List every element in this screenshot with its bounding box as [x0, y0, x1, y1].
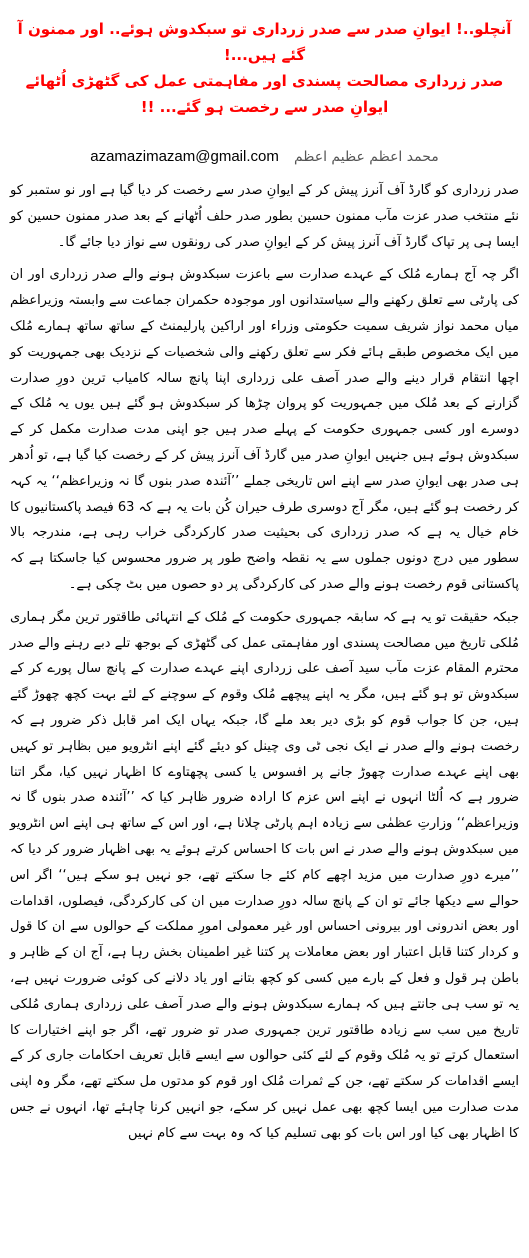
author-name: محمد اعظم عظیم اعظم	[293, 149, 439, 165]
author-email: azamazimazam@gmail.com	[90, 148, 279, 165]
article-body	[0, 178, 529, 1146]
headline-line-1: آنچلو..! ایوانِ صدر سے صدر زرداری تو سبکدوش ہوئے.. اور ممنون آ گئے ہیں...!	[17, 20, 512, 64]
paragraph: صدر زرداری کو گارڈ آف آنرز پیش کر کے ایوانِ صدر سے رخصت کر دیا گیا ہے اور نو ستمبر کو نئے منتخب صدر عزت مآب ممنون حسین بطور صدر حلف اُٹھانے کے بعد صدر ممنون حسین کو ایسا ہی پر تپاک گارڈ آف آنرز پیش کر کے ایوانِ صدر کی رونقوں سے نواز دیا جائے گا۔	[10, 183, 519, 250]
paragraph: جبکہ حقیقت تو یہ ہے کہ سابقہ جمہوری حکومت کے مُلک کے انتہائی طاقتور ترین مگر ہماری مُلکی تاریخ میں مصالحت پسندی اور مفاہمتی عمل کی گٹھڑی کے بوجھ تلے دبے رہنے والے صدر محترم المقام عزت مآب سید آصف علی زرداری اپنے عہدے صدارت کے پانچ سال پورے کر کے سبکدوش تو ہو گئے ہیں، مگر یہ اپنے پیچھے مُلک وقوم کے سوچنے کے لئے بہت کچھ چھوڑ گئے ہیں، جن کا جواب قوم کو بڑی دیر بعد ملے گا، جبکہ یہاں ایک امر قابل ذکر ضرور ہے کہ رخصت ہونے والے صدر نے ایک نجی ٹی وی چینل کو دیئے گئے اپنے انٹرویو میں بظاہر تو کہیں بھی اپنے عہدے صدارت چھوڑ جانے پر افسوس یا کسی پچھتاوے کا اظہار نہیں کیا، مگر اتنا ضرور ہے کہ اُلٹا انہوں نے اپنے اس عزم کا ارادہ ضرور ظاہر کیا کہ ’’آئندہ صدر بنوں گا نہ وزیراعظم‘‘ وزارتِ عظمٰی سے زیادہ اہم پارٹی چلانا ہے، اور اس کے ساتھ ہی اپنے اس انٹرویو میں سبکدوش ہونے والے صدر نے اس بات کا احساس کرتے ہوئے یہ بھی اظہار ضرور کر دیا کہ ’’میرے دورِ صدارت میں مزید اچھے کام کئے جا سکتے تھے، جو نہیں ہو سکے ہیں‘‘ اگر اس حوالے سے دیکھا جائے تو ان کے پانچ سالہ دورِ صدارت میں ان کی کارکردگی، فیصلوں، اقدامات اور بعض اندرونی اور بیرونی احساس اور غیر معمولی امورِ مملکت کے حوالوں سے ان کا قول و کردار کتنا قابل اعتبار اور بعض معاملات پر کتنا غیر اطمینان بخش رہا ہے، آج ان کے ظاہر و باطن ہر قول و فعل کے بارے میں کسی کو کچھ بتانے اور یاد دلانے کی کوئی ضرورت نہیں ہے، یہ تو سب ہی جانتے ہیں کہ ہمارے سبکدوش ہونے والے صدر آصف علی زرداری ہماری مُلکی تاریخ میں سب سے زیادہ طاقتور ترین جمہوری صدر تو ضرور تھے، اگر جو اپنے اختیارات کا استعمال کرتے تو یہ مُلک وقوم کے لئے کئی حوالوں سے ایسے قابل تعریف احکامات جاری کر کے ایسے اقدامات کر سکتے تھے، جن کے ثمرات مُلک اور قوم کو مدتوں مل سکتے تھے، مگر وہ اپنی مدت صدارت میں ایسا کچھ بھی عمل نہیں کر سکے، جو انہیں کرنا چاہئے تھا، انہوں نے جس کا اظہار بھی کیا اور اس بات کو بھی تسلیم کیا کہ وہ بہت سے کام نہیں	[10, 609, 519, 1141]
headline-line-2: صدر زرداری مصالحت پسندی اور مفاہمتی عمل کی گٹھڑی اُٹھائے ایوانِ صدر سے رخصت ہو گئے... !!	[25, 72, 504, 116]
byline	[0, 146, 529, 168]
headline	[0, 0, 529, 120]
paragraph: اگر چہ آج ہمارے مُلک کے عہدے صدارت سے باعزت سبکدوش ہونے والے صدر زرداری اور ان کی پارٹی سے تعلق رکھنے والے سیاستدانوں اور موجودہ حکمران جماعت سے وابستہ وزیراعظم میاں محمد نواز شریف سمیت حکومتی وزراء اور اراکین پارلیمنٹ کے ساتھ ساتھ ہمارے مُلک میں ایک مخصوص طبقے ہائے فکر سے تعلق رکھنے والی شخصیات کے نزدیک بھی جمہوریت کو اچھا انتقام قرار دینے والے صدر آصف علی زرداری اپنا پانچ سالہ کامیاب ترین دورِ صدارت گزارنے کے بعد مُلک میں جمہوریت کو پروان چڑھا کر سبکدوش ہو گئے ہیں یوں یہ مُلک کے دوسرے اور کسی جمہوری حکومت کے پہلے صدر ہیں جو اپنی مدت صدارت مکمل کر کے سبکدوش ہوئے ہیں جنہیں ایوانِ صدر میں گارڈ آف آنرز پیش کر کے رخصت کیا گیا ہے، تو اُدھر ہی صدر بھی ایوانِ صدر سے اپنے اس تاریخی جملے ’’آئندہ صدر بنوں گا نہ وزیراعظم‘‘ یہ کہہ کر رخصت ہو گئے ہیں، مگر آج دوسری طرف حیران کُن بات یہ ہے کہ 63 فیصد پاکستانیوں کا خام خیال یہ ہے کہ صدر زرداری کی بحیثیت صدر کارکردگی خراب رہی ہے، مندرجہ بالا سطور میں درج دونوں جملوں سے یہ نقطہ واضح طور پر ضرور محسوس کیا جاسکتا ہے کہ پاکستانی قوم رخصت ہونے والے صدر کی کارکردگی پر دو حصوں میں بٹ چکی ہے۔	[10, 267, 519, 592]
